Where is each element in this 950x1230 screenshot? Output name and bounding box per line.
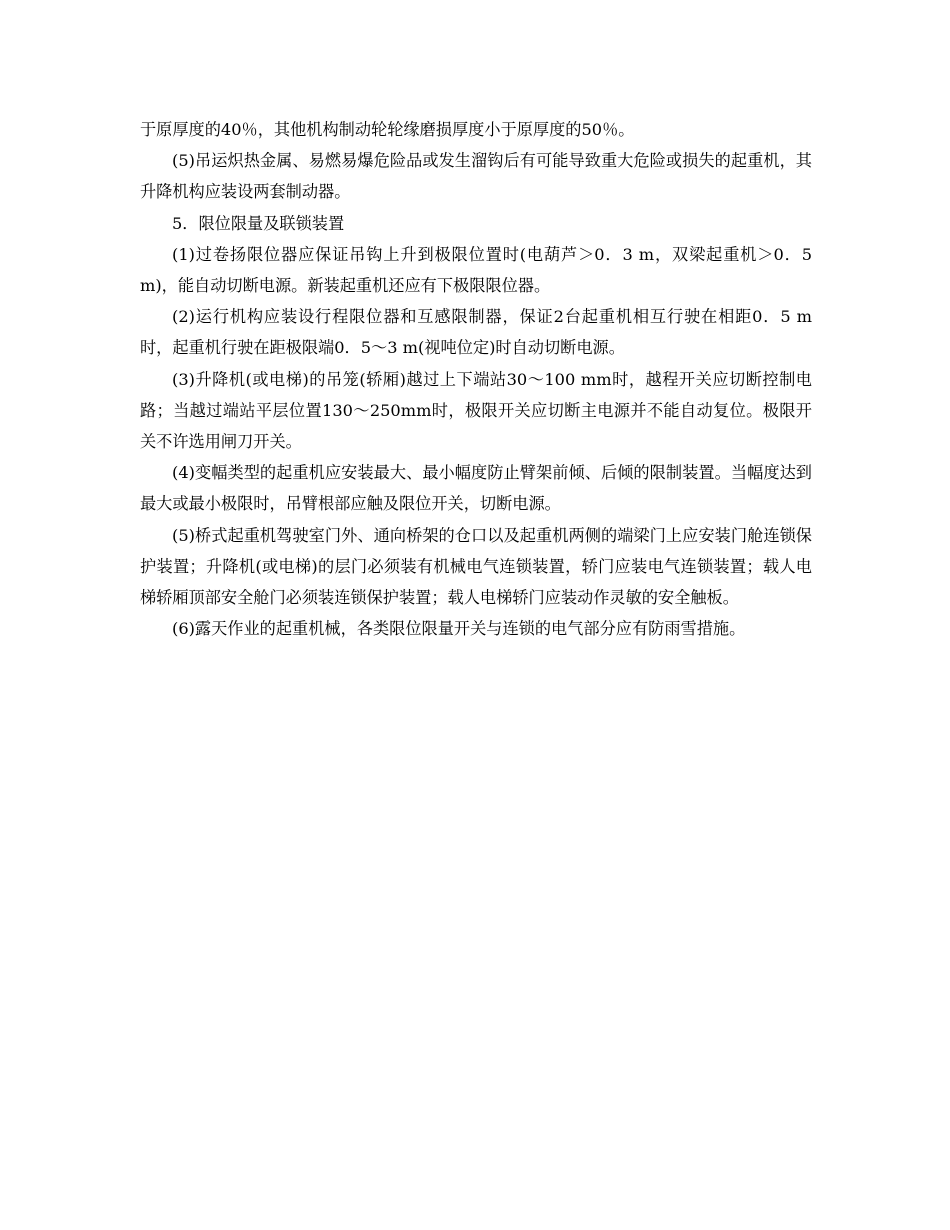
paragraph-item-1-hoist-limit: (1)过卷扬限位器应保证吊钩上升到极限位置时(电葫芦＞0．3 m，双梁起重机＞0．5 m)，能自动切断电源。新装起重机还应有下极限限位器。	[140, 244, 812, 296]
paragraph-item-6-weatherproof: (6)露天作业的起重机械，各类限位限量开关与连锁的电气部分应有防雨雪措施。	[172, 619, 746, 639]
paragraph-item-5-braking: (5)吊运炽热金属、易燃易爆危险品或发生溜钩后有可能导致重大危险或损失的起重机，其升降机构应装设两套制动器。	[140, 151, 812, 202]
section-heading-limit-devices: 5．限位限量及联锁装置	[172, 213, 345, 233]
paragraph-item-3-elevator-limit: (3)升降机(或电梯)的吊笼(轿厢)越过上下端站30～100 mm时，越程开关应切断控制电路；当越过端站平层位置130～250mm时，极限开关应切断主电源并不能自动复位。极限开关不许选用闸刀开关。	[140, 369, 812, 452]
paragraph-item-2-travel-limit: (2)运行机构应装设行程限位器和互感限制器，保证2台起重机相互行驶在相距0．5 m时，起重机行驶在距极限端0．5～3 m(视吨位定)时自动切断电源。	[140, 307, 812, 358]
paragraph-continuation: 于原厚度的40％，其他机构制动轮轮缘磨损厚度小于原厚度的50％。	[140, 120, 635, 139]
paragraph-item-4-luffing-limit: (4)变幅类型的起重机应安装最大、最小幅度防止臂架前倾、后倾的限制装置。当幅度达到最大或最小极限时，吊臂根部应触及限位开关，切断电源。	[140, 463, 812, 514]
document-body	[140, 114, 812, 644]
paragraph-item-5-interlock: (5)桥式起重机驾驶室门外、通向桥架的仓口以及起重机两侧的端梁门上应安装门舱连锁保护装置；升降机(或电梯)的层门必须装有机械电气连锁装置，轿门应装电气连锁装置；载人电梯轿厢顶部安全舱门必须装连锁保护装置；载人电梯轿门应装动作灵敏的安全触板。	[140, 525, 812, 608]
